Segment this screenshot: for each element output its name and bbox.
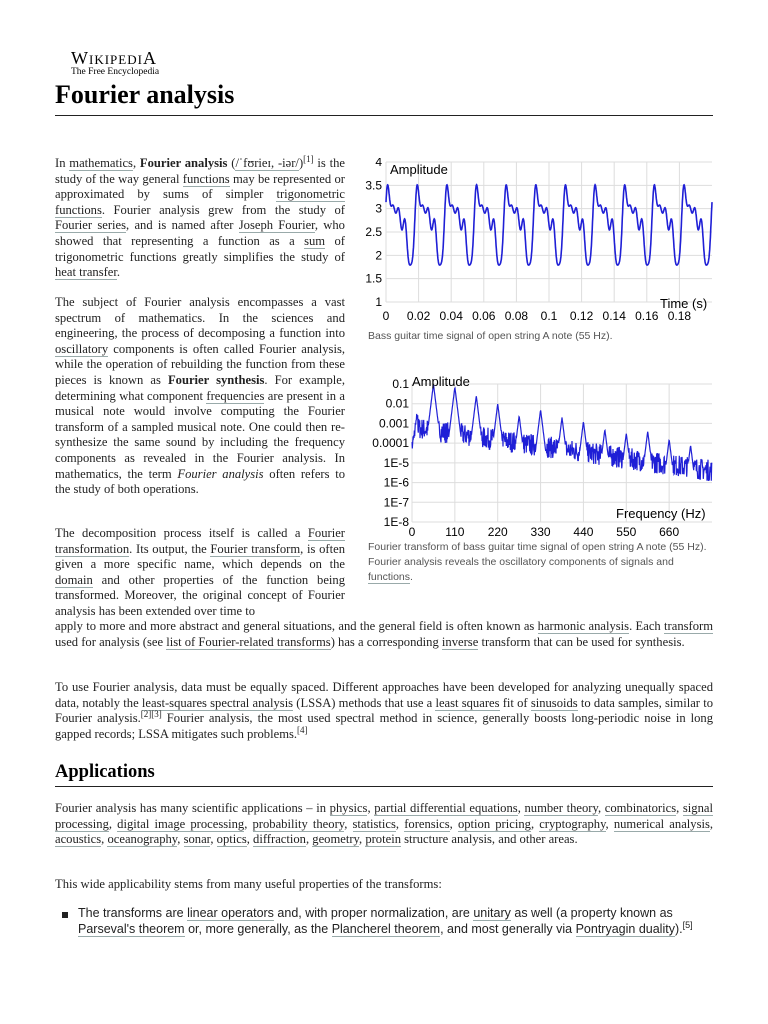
link-functions-caption[interactable]: functions [368,571,411,583]
x-tick-label: 0.14 [602,309,626,323]
y-tick-label: 1E-7 [383,495,409,510]
link-frequencies[interactable]: frequencies [206,388,265,403]
y-tick-label: 0.0001 [372,436,409,451]
link-fourier-series[interactable]: Fourier series [55,218,127,233]
applications-paragraph-1: Fourier analysis has many scientific applications – in physics, partial differential equations, number theory, combinatorics, signal processing, digital image processing, probability theory, statistics, forensics, option pricing, cryptography, numerical analysis, acoustics, oceanography, sonar, optics, diffraction, geometry, protein structure analysis, and other areas. [55,801,714,847]
applications-bullet-1: The transforms are linear operators and, with proper normalization, are unitary as well (a property known as Parseval's theorem or, more generally, as the Plancherel theorem, and most generally via Pontryagin duality).[5] [78,906,693,936]
link-mathematics[interactable]: mathematics [69,156,133,170]
y-tick-label: 0.01 [385,396,409,411]
x-tick-label: 0 [382,309,390,323]
section-heading-applications: Applications [55,762,155,782]
x-axis-label: Time (s) [660,296,708,311]
link-fourier-transform[interactable]: Fourier transform [210,541,301,556]
link-fourier-transformation[interactable]: Fourier transformation [55,526,345,556]
link-digital-image-processing[interactable]: digital image processing [117,816,245,831]
y-tick-label: 1.5 [365,271,382,286]
x-tick-label: 220 [487,525,508,539]
wikipedia-logo[interactable] [71,48,159,77]
applications-paragraph-2: This wide applicability stems from many useful properties of the transforms: [55,877,442,891]
x-tick-label: 0.12 [569,309,594,323]
section-divider [55,786,713,787]
link-joseph-fourier[interactable]: Joseph Fourier [238,218,315,233]
link-option-pricing[interactable]: option pricing [457,816,531,831]
link-least-squares[interactable]: least squares [435,695,500,710]
link-number-theory[interactable]: number theory [524,801,598,815]
link-harmonic-analysis[interactable]: harmonic analysis [537,619,630,633]
link-forensics[interactable]: forensics [404,816,450,831]
wordmark: WikipediA [71,48,157,68]
y-tick-label: 3 [375,201,382,216]
y-tick-label: 1E-8 [383,515,409,529]
y-tick-label: 0.1 [392,377,409,391]
figure-spectrum-caption: Fourier transform of bass guitar time signal of open string A note (55 Hz). Fourier analysis reveals the oscillatory components of signals and functions. [368,541,707,583]
y-tick-label: 1E-5 [383,455,409,470]
link-inverse[interactable]: inverse [441,634,479,649]
tagline: The Free Encyclopedia [71,67,160,77]
x-tick-label: 110 [445,525,465,539]
figure-time-signal-caption: Bass guitar time signal of open string A note (55 Hz). [368,330,613,342]
title-divider [55,115,713,116]
page-title: Fourier analysis [55,80,235,109]
link-diffraction[interactable]: diffraction [253,832,306,847]
x-tick-label: 0.1 [540,309,558,323]
y-axis-label: Amplitude [390,162,448,177]
intro-paragraph-4: To use Fourier analysis, data must be equally spaced. Different approaches have been developed for analyzing unequally spaced data, notably the least-squares spectral analysis (LSSA) methods that use a least squares fit of sinusoids to data samples, similar to Fourier analysis.[2][3] Fourier analysis, the most used spectral method in science, generally boosts long-periodic noise in long gapped records; LSSA mitigates such problems.[4] [55,680,713,741]
x-tick-label: 0.02 [406,309,431,323]
intro-paragraph-2: The subject of Fourier analysis encompasses a vast spectrum of mathematics. In the sciences and engineering, the process of decomposing a function into oscillatory components is often called Fourier analysis, while the operation of rebuilding the function from these pieces is known as Fourier synthesis. For example, determining what component frequencies are present in a musical note would involve computing the Fourier transform of a sampled musical note. One could then re-synthesize the same sound by including the frequency components as revealed in the Fourier analysis. In mathematics, the term Fourier analysis often refers to the study of both operations. [55,295,346,497]
y-tick-label: 2.5 [365,225,382,239]
link-optics[interactable]: optics [216,832,247,847]
link-geometry[interactable]: geometry [312,832,360,847]
x-tick-label: 550 [616,525,637,539]
link-oscillatory[interactable]: oscillatory [55,341,109,356]
x-tick-label: 440 [573,525,594,539]
x-tick-label: 0.16 [635,309,659,323]
citation-2-3[interactable]: [2][3] [140,709,162,719]
link-probability-theory[interactable]: probability theory [252,816,345,831]
link-pronunciation[interactable]: /ˈfʊrieɪ, -iər/ [235,156,299,170]
link-least-squares-spectral-analysis[interactable]: least-squares spectral analysis [141,695,294,710]
y-tick-label: 1E-6 [383,475,409,490]
link-cryptography[interactable]: cryptography [539,816,606,831]
intro-paragraph-3a: The decomposition process itself is called a Fourier transformation. Its output, the Fourier transform, is often given a more specific name, which depends on the domain and other properties of the function being transformed. Moreover, the original concept of Fourier analysis has been extended over time to [55,526,345,618]
link-plancherel-theorem[interactable]: Plancherel theorem [331,921,441,936]
y-tick-label: 2 [375,248,382,263]
x-tick-label: 0.04 [439,309,463,323]
intro-paragraph-3b: apply to more and more abstract and general situations, and the general field is often known as harmonic analysis. Each transform used for analysis (see list of Fourier-related transforms) has a corresponding inverse transform that can be used for synthesis. [55,619,714,649]
link-pontryagin-duality[interactable]: Pontryagin duality [575,921,675,936]
link-combinatorics[interactable]: combinatorics [604,801,677,815]
x-tick-label: 0.18 [667,309,692,323]
link-functions[interactable]: functions [182,171,230,186]
link-sinusoids[interactable]: sinusoids [530,695,578,710]
link-linear-operators[interactable]: linear operators [187,906,274,920]
y-tick-label: 0.001 [378,416,409,431]
y-tick-label: 3.5 [365,178,382,193]
link-statistics[interactable]: statistics [352,816,396,831]
link-heat-transfer[interactable]: heat transfer [55,265,117,280]
link-physics[interactable]: physics [329,801,368,815]
spectrum-line [412,385,712,481]
link-sum[interactable]: sum [304,233,326,248]
y-axis-label: Amplitude [412,374,470,389]
x-tick-label: 0 [408,525,416,539]
link-unitary[interactable]: unitary [473,906,511,920]
figure-time-signal[interactable] [360,158,720,330]
y-tick-label: 4 [375,158,382,169]
x-tick-label: 0.06 [472,309,496,323]
intro-paragraph-1: In mathematics, Fourier analysis (/ˈfʊrieɪ, -iər/)[1] is the study of the way general functions may be represented or approximated by sums of simpler trigonometric functions. Fourier analysis grew from the study of Fourier series, and is named after Joseph Fourier, who showed that representing a function as a sum of trigonometric functions greatly simplifies the study of heat transfer. [55,153,346,280]
link-protein[interactable]: protein [365,832,401,847]
link-oceanography[interactable]: oceanography [107,832,178,847]
figure-spectrum[interactable] [360,372,720,540]
link-partial-differential-equations[interactable]: partial differential equations [374,801,518,815]
x-axis-label: Frequency (Hz) [616,506,706,521]
link-domain[interactable]: domain [55,572,93,587]
y-tick-label: 1 [375,295,382,309]
bullet-marker [62,912,68,918]
link-sonar[interactable]: sonar [183,832,211,847]
citation-5[interactable]: [5] [682,919,693,930]
link-transform[interactable]: transform [664,619,714,633]
link-trigonometric-functions[interactable]: trigonometric functions [55,187,345,217]
link-signal-processing[interactable]: signal processing [55,801,713,831]
link-list-of-fourier-related-transforms[interactable]: list of Fourier-related transforms [166,634,331,649]
link-acoustics[interactable]: acoustics [55,832,102,847]
citation-4[interactable]: [4] [297,724,308,735]
x-tick-label: 330 [530,525,551,539]
x-tick-label: 0.08 [504,309,529,323]
x-tick-label: 660 [659,525,680,539]
citation-1[interactable]: [1] [303,153,314,164]
link-numerical-analysis[interactable]: numerical analysis [613,816,710,831]
link-parsevals-theorem[interactable]: Parseval's theorem [78,921,185,936]
